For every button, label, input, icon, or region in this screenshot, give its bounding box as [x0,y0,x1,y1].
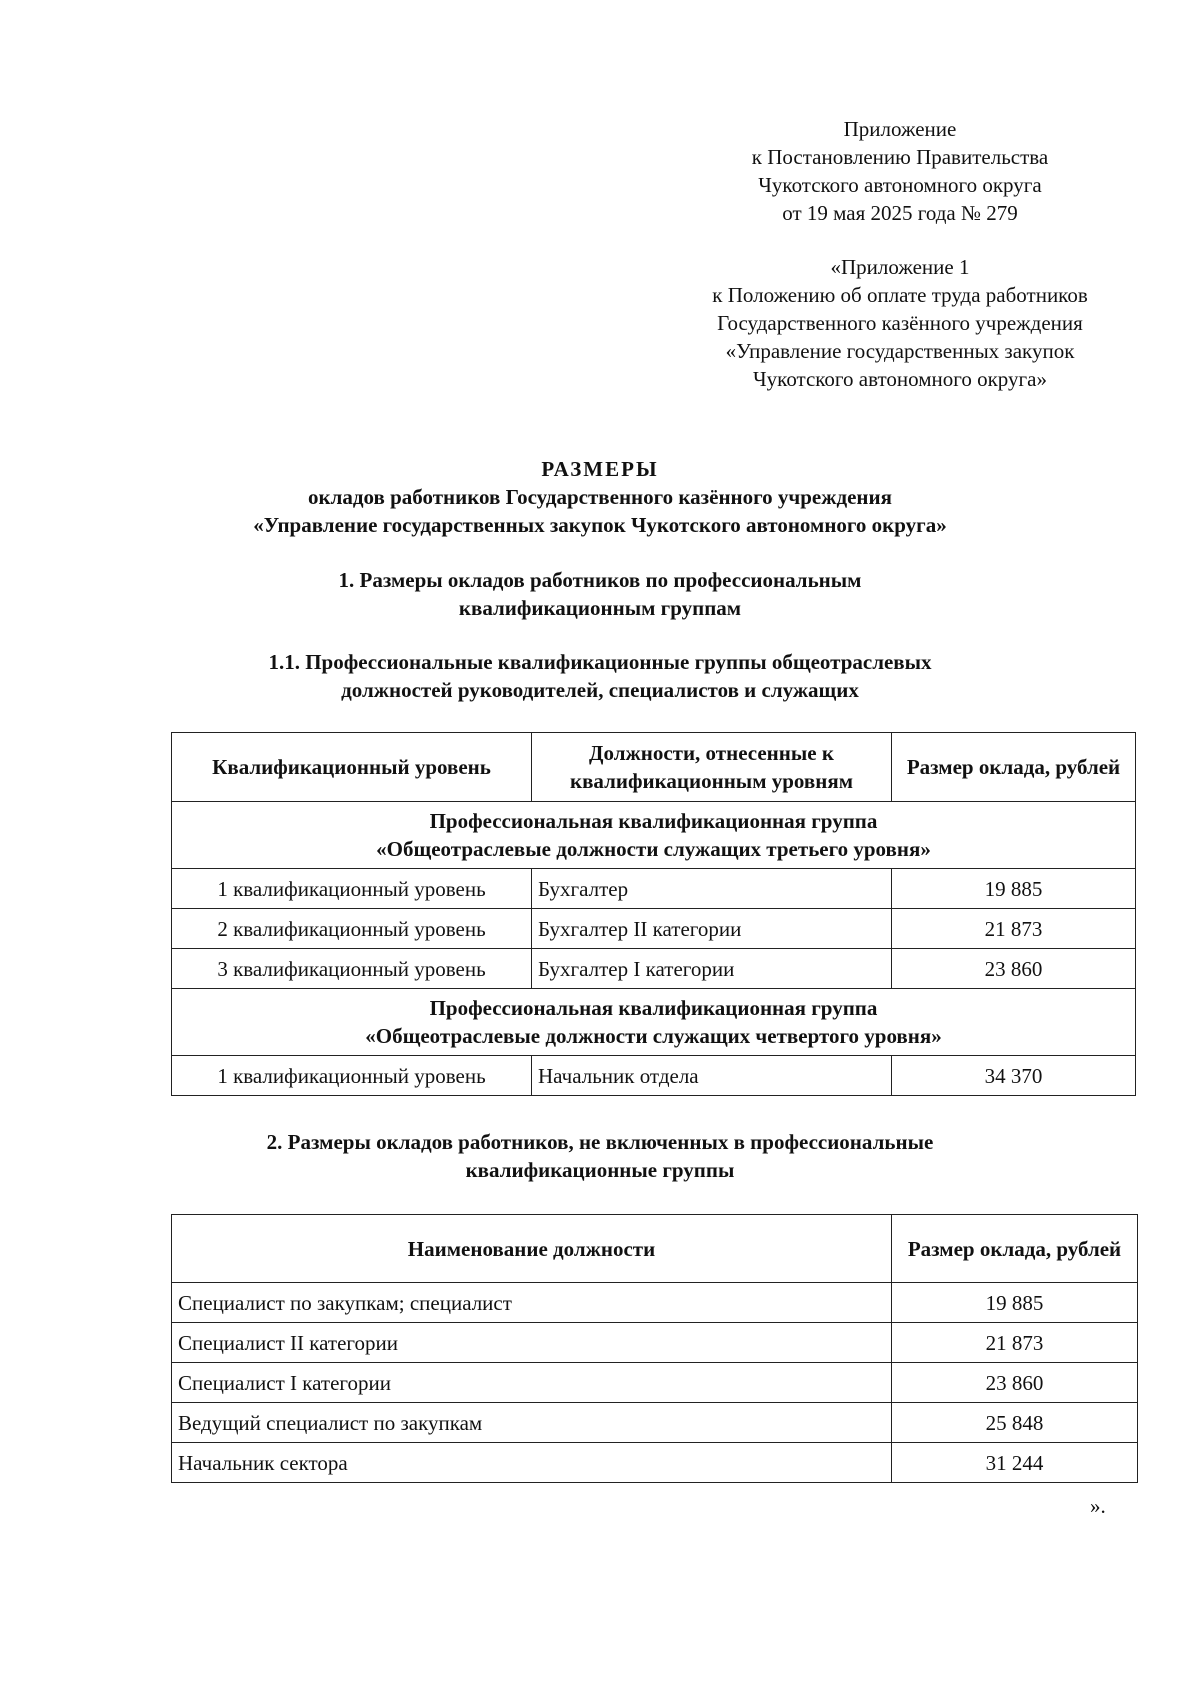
group-row-fourth-level [172,989,1136,1056]
section-1-1-line: должностей руководителей, специалистов и служащих [341,678,859,702]
prilozhenie-line: «Управление государственных закупок [725,339,1075,363]
document-title [150,455,1050,539]
cell-salary: 23 860 [892,1363,1138,1403]
group-title-line: Профессиональная квалификационная группа [429,996,878,1020]
section-1-line: квалификационным группам [458,596,742,620]
cell-salary: 19 885 [892,1283,1138,1323]
table-row [172,1323,1138,1363]
table-row [172,1363,1138,1403]
appendix-line: Приложение [843,117,957,141]
cell-salary: 19 885 [892,869,1136,909]
cell-salary: 23 860 [892,949,1136,989]
table-row [172,1403,1138,1443]
header-qualification-level: Квалификационный уровень [172,733,532,802]
cell-position: Бухгалтер II категории [532,909,892,949]
header-salary: Размер оклада, рублей [892,1215,1138,1283]
header-positions: Должности, отнесенные к квалификационным уровням [532,733,892,802]
cell-position: Ведущий специалист по закупкам [172,1403,892,1443]
prilozhenie-line: Государственного казённого учреждения [717,311,1083,335]
title-line: «Управление государственных закупок Чукотского автономного округа» [253,513,947,537]
table-header-row [172,733,1136,802]
cell-salary: 21 873 [892,909,1136,949]
cell-level: 3 квалификационный уровень [172,949,532,989]
cell-position: Специалист I категории [172,1363,892,1403]
group-title-line: «Общеотраслевые должности служащих четвертого уровня» [365,1024,942,1048]
table-row [172,949,1136,989]
cell-level: 2 квалификационный уровень [172,909,532,949]
appendix-line: Чукотского автономного округа [758,173,1042,197]
cell-position: Бухгалтер [532,869,892,909]
cell-position: Специалист по закупкам; специалист [172,1283,892,1323]
appendix-header [640,115,1160,227]
section-2-heading [150,1128,1050,1184]
appendix-line: от 19 мая 2025 года № 279 [782,201,1018,225]
cell-salary: 21 873 [892,1323,1138,1363]
group-title-line: «Общеотраслевые должности служащих третьего уровня» [376,837,931,861]
group-title-line: Профессиональная квалификационная группа [429,809,878,833]
salary-table-other-positions [171,1214,1138,1483]
cell-level: 1 квалификационный уровень [172,869,532,909]
table-header-row [172,1215,1138,1283]
table-row [172,1283,1138,1323]
closing-quote: ». [1090,1494,1106,1518]
cell-salary: 25 848 [892,1403,1138,1443]
section-2-line: квалификационные группы [465,1158,735,1182]
header-position-name: Наименование должности [172,1215,892,1283]
title-main: РАЗМЕРЫ [541,457,659,481]
table-row [172,909,1136,949]
group-row-third-level [172,802,1136,869]
prilozhenie-1-header [640,253,1160,393]
section-2-line: 2. Размеры окладов работников, не включенных в профессиональные [266,1130,934,1154]
cell-position: Начальник сектора [172,1443,892,1483]
prilozhenie-line: к Положению об оплате труда работников [712,283,1088,307]
cell-position: Бухгалтер I категории [532,949,892,989]
table-row [172,1056,1136,1096]
group-title [172,989,1136,1056]
prilozhenie-line: «Приложение 1 [830,255,970,279]
section-1-1-heading [150,648,1050,704]
cell-position: Специалист II категории [172,1323,892,1363]
header-salary: Размер оклада, рублей [892,733,1136,802]
section-1-1-line: 1.1. Профессиональные квалификационные группы общеотраслевых [268,650,932,674]
group-title [172,802,1136,869]
table-row [172,1443,1138,1483]
section-1-line: 1. Размеры окладов работников по профессиональным [338,568,862,592]
prilozhenie-line: Чукотского автономного округа» [753,367,1047,391]
title-line: окладов работников Государственного казённого учреждения [308,485,892,509]
salary-table-professional-groups [171,732,1136,1096]
cell-level: 1 квалификационный уровень [172,1056,532,1096]
cell-salary: 34 370 [892,1056,1136,1096]
section-1-heading [150,566,1050,622]
appendix-line: к Постановлению Правительства [751,145,1049,169]
cell-position: Начальник отдела [532,1056,892,1096]
cell-salary: 31 244 [892,1443,1138,1483]
table-row [172,869,1136,909]
